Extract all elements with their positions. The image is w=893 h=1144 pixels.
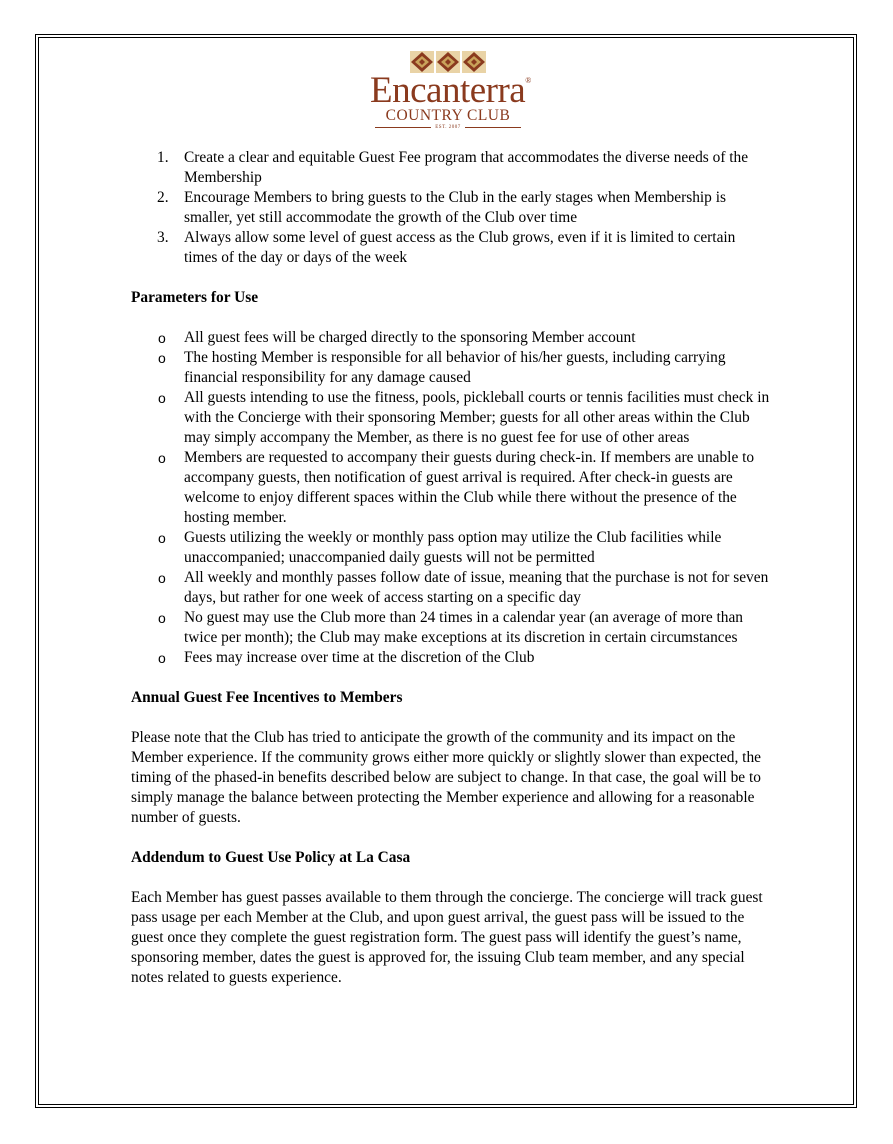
list-item-text: All weekly and monthly passes follow date of issue, meaning that the purchase is not for seven days, but rather for one week of access starting on a specific day [184, 569, 769, 606]
list-item-text: Guests utilizing the weekly or monthly pass option may utilize the Club facilities while unaccompanied; unaccompanied daily guests will not be permitted [184, 529, 722, 566]
logo-trademark: ® [525, 76, 531, 85]
goals-list [131, 148, 771, 268]
document-body [131, 148, 771, 988]
list-item-text: All guest fees will be charged directly to the sponsoring Member account [184, 329, 636, 346]
list-item-text: All guests intending to use the fitness, pools, pickleball courts or tennis facilities must check in with the Concierge with their sponsoring Member; guests for all other areas within the Club may simply accompany the Member, as there is no guest fee for use of other areas [184, 389, 770, 446]
list-item-text: Fees may increase over time at the discretion of the Club [184, 649, 535, 666]
list-item-text: Create a clear and equitable Guest Fee program that accommodates the diverse needs of the Membership [184, 149, 749, 186]
list-item [131, 528, 771, 568]
logo-subtitle: COUNTRY CLUB [385, 107, 511, 124]
list-item [131, 148, 771, 188]
logo-rule-right [465, 127, 521, 128]
list-number: 3. [157, 229, 169, 246]
logo-name-text: Encanterra [370, 70, 526, 111]
addendum-paragraph: Each Member has guest passes available to them through the concierge. The concierge will track guest pass usage per each Member at the Club, and upon guest arrival, the guest pass will be issued to the guest once they complete the guest registration form. The guest pass will identify the guest’s name, sponsoring member, dates the guest is approved for, the issuing Club team member, and any special notes related to guests experience. [131, 889, 763, 986]
bullet-icon: o [158, 330, 166, 346]
list-item [131, 328, 771, 348]
list-item [131, 568, 771, 608]
bullet-icon: o [158, 610, 166, 626]
list-item-text: Members are requested to accompany their guests during check-in. If members are unable to accompany guests, then notification of guest arrival is required. After check-in guests are welcome to enjoy different spaces within the Club while there without the presence of the hosting member. [184, 449, 755, 526]
incentives-heading: Annual Guest Fee Incentives to Members [131, 689, 403, 706]
list-item-text: Always allow some level of guest access as the Club grows, even if it is limited to certain times of the day or days of the week [184, 229, 736, 266]
incentives-paragraph: Please note that the Club has tried to anticipate the growth of the community and its impact on the Member experience. If the community grows either more quickly or slightly slower than expected, the timing of the phased-in benefits described below are subject to change. In that case, the goal will be to simply manage the balance between protecting the Member experience and allowing for a reasonable number of guests. [131, 729, 761, 826]
list-item [131, 608, 771, 648]
bullet-icon: o [158, 530, 166, 546]
list-number: 2. [157, 189, 169, 206]
bullet-icon: o [158, 650, 166, 666]
logo-established [370, 124, 526, 131]
list-number: 1. [157, 149, 169, 166]
logo-rule-left [375, 127, 431, 128]
bullet-icon: o [158, 350, 166, 366]
parameters-list [131, 328, 771, 668]
list-item [131, 348, 771, 388]
bullet-icon: o [158, 450, 166, 466]
parameters-heading: Parameters for Use [131, 289, 259, 306]
club-logo [370, 50, 531, 130]
bullet-icon: o [158, 390, 166, 406]
list-item [131, 188, 771, 228]
list-item-text: Encourage Members to bring guests to the Club in the early stages when Membership is smaller, yet still accommodate the growth of the Club over time [184, 189, 726, 226]
bullet-icon: o [158, 570, 166, 586]
list-item [131, 448, 771, 528]
list-item [131, 648, 771, 668]
list-item-text: No guest may use the Club more than 24 times in a calendar year (an average of more than twice per month); the Club may make exceptions at its discretion in certain circumstances [184, 609, 743, 646]
logo-est-text: EST. 2007 [435, 125, 461, 130]
list-item-text: The hosting Member is responsible for all behavior of his/her guests, including carrying financial responsibility for any damage caused [184, 349, 726, 386]
list-item [131, 228, 771, 268]
logo-name [370, 70, 531, 111]
list-item [131, 388, 771, 448]
addendum-heading: Addendum to Guest Use Policy at La Casa [131, 849, 411, 866]
